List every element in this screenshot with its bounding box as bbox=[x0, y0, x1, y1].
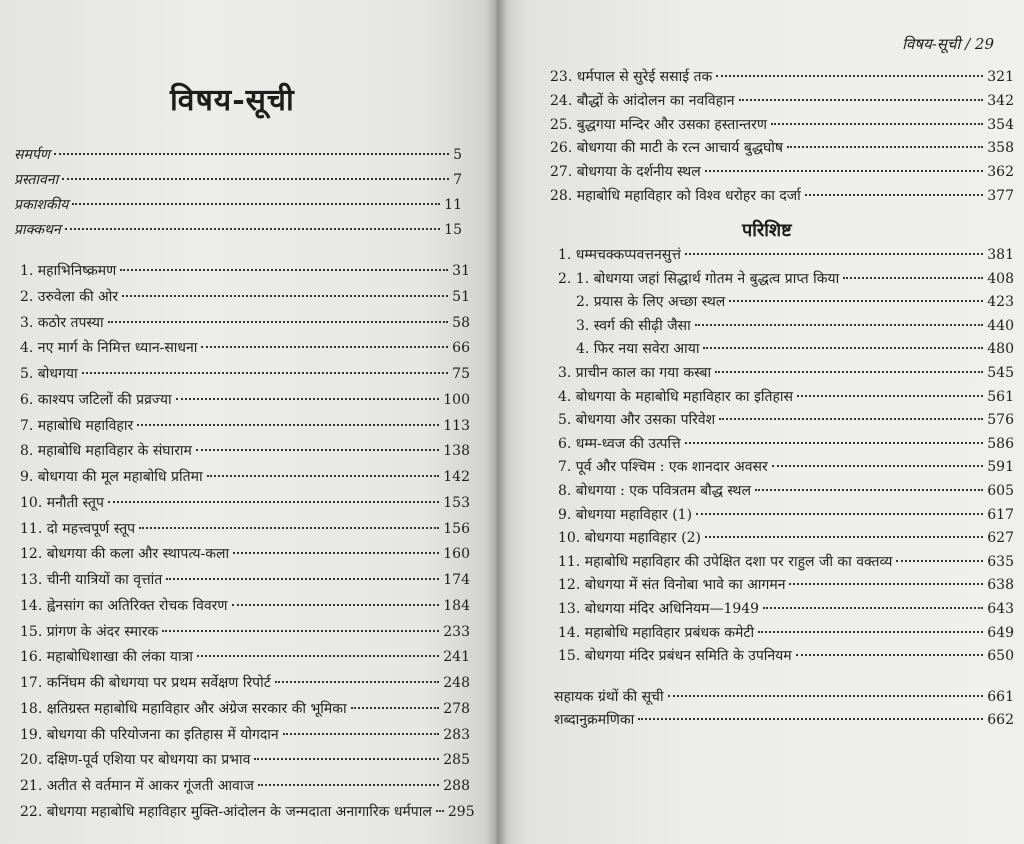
toc-entry-title: 6. धम्म-ध्वज की उत्पत्ति bbox=[558, 435, 681, 452]
dot-leader bbox=[805, 194, 983, 196]
toc-entry bbox=[20, 648, 470, 666]
dot-leader bbox=[719, 418, 983, 420]
toc-entry-title: 17. कनिंघम की बोधगया पर प्रथम सर्वेक्षण रिपोर्ट bbox=[20, 675, 271, 691]
toc-entry bbox=[20, 751, 470, 769]
dot-leader bbox=[207, 475, 440, 477]
toc-entry-page-number: 545 bbox=[987, 365, 1014, 381]
dot-leader bbox=[638, 718, 983, 720]
toc-entry-title: प्राक्कथन bbox=[14, 222, 61, 238]
toc-entry-title: 15. बोधगया मंदिर प्रबंधन समिति के उपनियम bbox=[558, 648, 792, 665]
dot-leader bbox=[258, 784, 439, 786]
toc-entry bbox=[558, 553, 1014, 571]
toc-entry bbox=[550, 163, 1014, 181]
toc-entry bbox=[554, 688, 1014, 706]
toc-entry bbox=[20, 700, 470, 718]
toc-entry-page-number: 354 bbox=[987, 116, 1014, 133]
toc-entry-page-number: 142 bbox=[443, 469, 470, 485]
toc-entry-title: 11. महाबोधि महाविहार की उपेक्षित दशा पर राहुल जी का वक्तव्य bbox=[558, 553, 893, 570]
toc-entry-page-number: 113 bbox=[443, 417, 470, 434]
dot-leader bbox=[896, 560, 983, 562]
toc-entry-title: 5. बोधगया और उसका परिवेश bbox=[558, 412, 716, 429]
toc-entry-page-number: 649 bbox=[987, 624, 1014, 641]
toc-entry-page-number: 362 bbox=[987, 164, 1014, 181]
dot-leader bbox=[763, 607, 983, 609]
toc-entry-page-number: 283 bbox=[443, 726, 470, 743]
dot-leader bbox=[715, 371, 983, 373]
toc-entry bbox=[20, 288, 470, 306]
toc-entry-page-number: 31 bbox=[452, 263, 470, 279]
dot-leader bbox=[796, 654, 984, 656]
toc-entry bbox=[20, 262, 470, 280]
toc-entry bbox=[558, 270, 1014, 288]
toc-entry-page-number: 321 bbox=[987, 69, 1014, 85]
toc-entry-page-number: 480 bbox=[987, 341, 1014, 358]
toc-entry-title: 4. बोधगया के महाबोधि महाविहार का इतिहास bbox=[558, 388, 793, 405]
toc-entry-title: 27. बोधगया के दर्शनीय स्थल bbox=[550, 164, 701, 181]
toc-entry-title: समर्पण bbox=[14, 147, 50, 163]
toc-entry-title: प्रस्तावना bbox=[14, 172, 59, 188]
dot-leader bbox=[685, 253, 983, 255]
toc-entry-title: प्रकाशकीय bbox=[14, 197, 69, 213]
dot-leader bbox=[139, 527, 439, 529]
dot-leader bbox=[108, 501, 439, 503]
dot-leader bbox=[72, 203, 440, 205]
toc-entry-page-number: 661 bbox=[987, 689, 1014, 705]
toc-entry-title: 4. फिर नया सवेरा आया bbox=[576, 341, 700, 358]
dot-leader bbox=[696, 513, 983, 515]
toc-entry-title: 4. नए मार्ग के निमित्त ध्यान-साधना bbox=[20, 340, 198, 357]
toc-entry-title: 24. बौद्धों के आंदोलन का नवविहान bbox=[550, 92, 735, 109]
dot-leader bbox=[668, 695, 984, 697]
toc-entry-page-number: 377 bbox=[987, 188, 1014, 204]
toc-entry bbox=[558, 506, 1014, 524]
toc-entry bbox=[20, 623, 470, 641]
dot-leader bbox=[54, 153, 449, 155]
dot-leader bbox=[275, 681, 439, 683]
toc-entry bbox=[20, 468, 470, 486]
toc-entry bbox=[576, 293, 1014, 311]
toc-entry-page-number: 58 bbox=[452, 314, 470, 331]
toc-entry-title: 7. पूर्व और पश्चिम : एक शानदार अवसर bbox=[558, 459, 768, 476]
toc-entry bbox=[14, 221, 462, 239]
toc-entry-title: 10. मनौती स्तूप bbox=[20, 494, 104, 511]
dot-leader bbox=[755, 489, 983, 491]
dot-leader bbox=[108, 321, 449, 323]
toc-entry-title: 28. महाबोधि महाविहार को विश्व धरोहर का दर्जा bbox=[550, 188, 801, 204]
toc-entry-page-number: 241 bbox=[443, 649, 470, 666]
dot-leader bbox=[162, 630, 439, 632]
toc-entry-page-number: 5 bbox=[453, 147, 462, 163]
toc-entry-title: 2. प्रयास के लिए अच्छा स्थल bbox=[576, 294, 726, 311]
dot-leader bbox=[120, 269, 448, 271]
toc-entry-title: 12. बोधगया में संत विनोबा भावे का आगमन bbox=[558, 577, 786, 594]
toc-entry-page-number: 650 bbox=[987, 648, 1014, 665]
toc-entry-title: 11. दो महत्त्वपूर्ण स्तूप bbox=[20, 520, 136, 537]
dot-leader bbox=[196, 449, 439, 451]
dot-leader bbox=[787, 146, 983, 148]
dot-leader bbox=[283, 733, 440, 735]
toc-entry-title: 21. अतीत से वर्तमान में आकर गूंजती आवाज bbox=[20, 778, 254, 794]
dot-leader bbox=[729, 300, 983, 302]
dot-leader bbox=[716, 75, 983, 77]
toc-entry-title: 19. बोधगया की परियोजना का इतिहास में योगदान bbox=[20, 726, 279, 743]
toc-entry-title: 8. महाबोधि महाविहार के संघाराम bbox=[20, 443, 192, 460]
toc-entry-page-number: 138 bbox=[443, 443, 470, 460]
dot-leader bbox=[789, 583, 983, 585]
dot-leader bbox=[436, 810, 444, 812]
toc-entry bbox=[558, 435, 1014, 453]
toc-entry-page-number: 561 bbox=[987, 388, 1014, 405]
toc-entry-page-number: 440 bbox=[987, 317, 1014, 334]
toc-entry-title: 10. बोधगया महाविहार (2) bbox=[558, 530, 701, 547]
dot-leader bbox=[232, 604, 440, 606]
toc-entry bbox=[576, 317, 1014, 335]
toc-entry-page-number: 153 bbox=[443, 494, 470, 511]
dot-leader bbox=[772, 465, 984, 467]
page-title: विषय-सूची bbox=[170, 83, 295, 118]
dot-leader bbox=[197, 655, 439, 657]
toc-entry-title: 9. बोधगया महाविहार (1) bbox=[558, 506, 693, 523]
toc-entry-page-number: 358 bbox=[987, 140, 1014, 157]
dot-leader bbox=[137, 424, 439, 426]
toc-entry bbox=[550, 92, 1014, 110]
toc-entry bbox=[550, 139, 1014, 157]
toc-entry-title: 20. दक्षिण-पूर्व एशिया पर बोधगया का प्रभाव bbox=[20, 752, 251, 769]
toc-entry bbox=[558, 647, 1014, 665]
toc-entry bbox=[558, 600, 1014, 618]
toc-entry bbox=[550, 116, 1014, 134]
toc-entry-page-number: 75 bbox=[452, 366, 470, 382]
toc-entry-title: शब्दानुक्रमणिका bbox=[554, 712, 635, 728]
toc-entry-page-number: 617 bbox=[987, 506, 1014, 523]
toc-entry-title: 15. प्रांगण के अंदर स्मारक bbox=[20, 623, 159, 640]
toc-entry-page-number: 51 bbox=[452, 288, 470, 305]
dot-leader bbox=[685, 442, 984, 444]
toc-entry bbox=[20, 520, 470, 538]
right-page bbox=[496, 0, 1024, 844]
toc-entry-page-number: 342 bbox=[987, 92, 1014, 109]
toc-entry-title: 26. बोधगया की माटी के रत्न आचार्य बुद्धघोष bbox=[550, 140, 783, 157]
toc-entry-page-number: 638 bbox=[987, 577, 1014, 594]
toc-entry bbox=[550, 68, 1014, 86]
toc-entry-title: 5. बोधगया bbox=[20, 366, 78, 382]
toc-entry-title: 2. 1. बोधगया जहां सिद्धार्थ गोतम ने बुद्धत्व प्राप्त किया bbox=[558, 270, 840, 287]
toc-entry bbox=[20, 597, 470, 615]
running-head: विषय-सूची / 29 bbox=[902, 35, 994, 53]
dot-leader bbox=[705, 170, 984, 172]
toc-entry-title: 25. बुद्धगया मन्दिर और उसका हस्तान्तरण bbox=[550, 116, 767, 133]
toc-entry bbox=[20, 571, 470, 589]
toc-entry-title: 14. ह्वेनसांग का अतिरिक्त रोचक विवरण bbox=[20, 597, 228, 614]
toc-entry-page-number: 381 bbox=[987, 247, 1014, 263]
toc-entry-title: 8. बोधगया : एक पवित्रतम बौद्ध स्थल bbox=[558, 483, 751, 499]
toc-entry bbox=[558, 364, 1014, 382]
book-gutter bbox=[486, 0, 508, 844]
toc-entry-title: 2. उरुवेला की ओर bbox=[20, 288, 119, 305]
toc-entry-page-number: 295 bbox=[447, 803, 475, 820]
dot-leader bbox=[82, 372, 449, 374]
toc-entry-title: 13. बोधगया मंदिर अधिनियम—1949 bbox=[558, 601, 760, 617]
dot-leader bbox=[65, 228, 440, 230]
toc-entry-title: 23. धर्मपाल से सुरेई ससाई तक bbox=[550, 69, 713, 85]
toc-entry-page-number: 15 bbox=[444, 222, 462, 238]
toc-entry-title: 7. महाबोधि महाविहार bbox=[20, 417, 134, 434]
toc-entry bbox=[576, 340, 1014, 358]
toc-entry-title: सहायक ग्रंथों की सूची bbox=[554, 689, 664, 705]
toc-entry bbox=[20, 314, 470, 332]
toc-entry-title: 12. बोधगया की कला और स्थापत्य-कला bbox=[20, 546, 230, 563]
toc-entry bbox=[20, 391, 470, 409]
toc-entry bbox=[20, 777, 470, 795]
toc-entry-title: 3. प्राचीन काल का गया कस्बा bbox=[558, 365, 712, 381]
toc-entry-page-number: 576 bbox=[987, 412, 1014, 429]
toc-entry-page-number: 233 bbox=[443, 623, 470, 640]
toc-entry-page-number: 160 bbox=[443, 546, 470, 563]
toc-entry bbox=[20, 339, 470, 357]
toc-entry-page-number: 156 bbox=[443, 520, 470, 537]
toc-entry bbox=[558, 246, 1014, 264]
toc-entry-page-number: 627 bbox=[987, 530, 1014, 547]
toc-entry-page-number: 423 bbox=[987, 294, 1014, 311]
dot-leader bbox=[254, 758, 439, 760]
toc-entry bbox=[20, 417, 470, 435]
toc-entry-page-number: 591 bbox=[987, 459, 1014, 476]
toc-entry-title: 9. बोधगया की मूल महाबोधि प्रतिमा bbox=[20, 469, 203, 485]
toc-entry bbox=[554, 711, 1014, 729]
dot-leader bbox=[771, 123, 983, 125]
toc-entry bbox=[558, 576, 1014, 594]
toc-entry bbox=[20, 494, 470, 512]
dot-leader bbox=[705, 536, 983, 538]
dot-leader bbox=[797, 395, 983, 397]
dot-leader bbox=[233, 552, 439, 554]
toc-entry-title: 3. स्वर्ग की सीढ़ी जैसा bbox=[576, 317, 691, 334]
toc-entry-title: 1. धम्मचक्कप्पवत्तनसुत्तं bbox=[558, 247, 681, 263]
dot-leader bbox=[351, 707, 440, 709]
toc-entry bbox=[550, 187, 1014, 205]
toc-entry bbox=[20, 365, 470, 383]
toc-entry bbox=[558, 411, 1014, 429]
dot-leader bbox=[843, 277, 983, 279]
toc-entry bbox=[558, 529, 1014, 547]
toc-entry-title: 6. काश्यप जटिलों की प्रव्रज्या bbox=[20, 391, 172, 408]
dot-leader bbox=[758, 631, 983, 633]
toc-entry-page-number: 288 bbox=[443, 778, 470, 794]
toc-entry-page-number: 643 bbox=[987, 601, 1014, 617]
toc-entry-page-number: 278 bbox=[443, 700, 470, 717]
toc-entry bbox=[20, 545, 470, 563]
toc-entry-title: 18. क्षतिग्रस्त महाबोधि महाविहार और अंग्रेज सरकार की भूमिका bbox=[20, 700, 347, 717]
toc-entry-title: 16. महाबोधिशाखा की लंका यात्रा bbox=[20, 649, 193, 666]
toc-entry-page-number: 11 bbox=[444, 197, 462, 213]
toc-entry-title: 1. महाभिनिष्क्रमण bbox=[20, 263, 117, 279]
toc-entry-page-number: 174 bbox=[443, 572, 470, 588]
dot-leader bbox=[122, 295, 448, 297]
toc-entry-title: 3. कठोर तपस्या bbox=[20, 314, 104, 331]
toc-entry bbox=[558, 482, 1014, 500]
toc-entry-page-number: 248 bbox=[443, 675, 470, 691]
toc-entry-page-number: 605 bbox=[987, 483, 1014, 499]
toc-entry bbox=[558, 388, 1014, 406]
dot-leader bbox=[201, 346, 448, 348]
dot-leader bbox=[62, 178, 449, 180]
toc-entry bbox=[558, 624, 1014, 642]
toc-entry-page-number: 100 bbox=[443, 391, 470, 408]
toc-entry bbox=[14, 171, 462, 189]
toc-entry-title: 13. चीनी यात्रियों का वृत्तांत bbox=[20, 572, 163, 588]
dot-leader bbox=[695, 324, 984, 326]
dot-leader bbox=[703, 347, 983, 349]
toc-entry bbox=[20, 674, 470, 692]
toc-entry-page-number: 635 bbox=[987, 553, 1014, 570]
toc-entry bbox=[14, 196, 462, 214]
toc-entry-page-number: 184 bbox=[443, 597, 470, 614]
toc-entry bbox=[558, 458, 1014, 476]
toc-entry-page-number: 7 bbox=[453, 172, 462, 188]
toc-entry-page-number: 408 bbox=[987, 270, 1014, 287]
toc-entry bbox=[20, 442, 470, 460]
toc-entry-title: 22. बोधगया महाबोधि महाविहार मुक्ति-आंदोलन के जन्मदाता अनागारिक धर्मपाल bbox=[20, 803, 432, 820]
toc-entry-title: 14. महाबोधि महाविहार प्रबंधक कमेटी bbox=[558, 624, 755, 641]
appendix-title: परिशिष्ट bbox=[742, 220, 792, 241]
left-page bbox=[0, 0, 496, 844]
toc-entry bbox=[14, 146, 462, 164]
toc-entry-page-number: 662 bbox=[987, 712, 1014, 728]
toc-entry bbox=[20, 726, 470, 744]
toc-entry-page-number: 586 bbox=[987, 435, 1014, 452]
toc-entry bbox=[20, 803, 475, 821]
dot-leader bbox=[166, 578, 439, 580]
dot-leader bbox=[739, 99, 984, 101]
toc-entry-page-number: 285 bbox=[443, 752, 470, 769]
toc-entry-page-number: 66 bbox=[452, 340, 470, 357]
dot-leader bbox=[176, 398, 440, 400]
